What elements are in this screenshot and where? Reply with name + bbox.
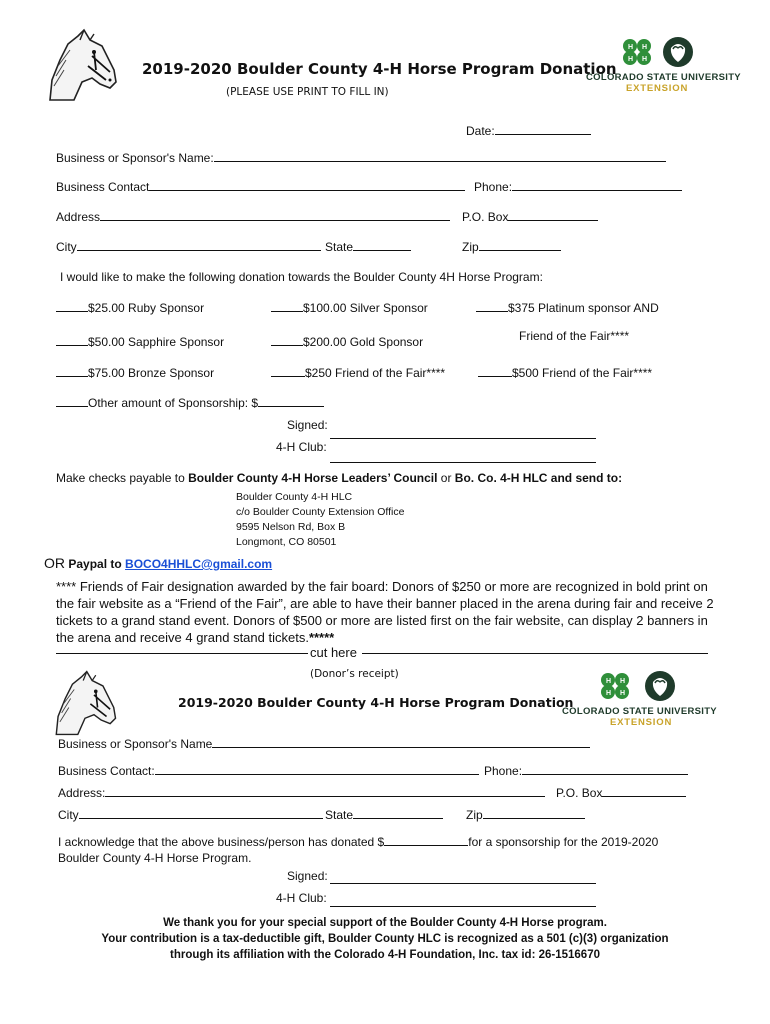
option-silver[interactable]: $100.00 Silver Sponsor	[271, 301, 428, 315]
logo-line1: COLORADO STATE UNIVERSITY	[562, 706, 717, 717]
svg-text:H: H	[628, 44, 634, 51]
receipt-sponsor-name-field[interactable]	[58, 737, 590, 751]
logo-line2: EXTENSION	[626, 83, 689, 94]
logo-line2: EXTENSION	[610, 717, 673, 728]
paypal-email-link[interactable]: BOCO4HHLC@gmail.com	[125, 557, 273, 571]
option-friend-500[interactable]: $500 Friend of the Fair****	[478, 366, 652, 380]
friends-of-fair-note: **** Friends of Fair designation awarded by the fair board: Donors of $250 or more are recognized in bold print on the fair website as a “Friend of the Fair”, are able to have their banner placed in the arena during fair and receive 2 tickets to a grand stand event. Donors of $500 or more are listed first on the fair website, can display 2 banners in the arena and receive 4 grand stand tickets.*****	[56, 579, 714, 645]
csu-ram-icon	[662, 36, 694, 68]
city-label: City	[56, 240, 77, 254]
address-field[interactable]	[56, 210, 450, 224]
thank-you-line2: Your contribution is a tax-deductible gift, Boulder County HLC is recognized as a 501 (c)(3) organization	[101, 933, 669, 945]
date-label: Date:	[466, 124, 495, 138]
receipt-phone-field[interactable]: Phone:	[484, 764, 688, 778]
receipt-acknowledgement[interactable]: I acknowledge that the above business/person has donated $ for a sponsorship for the 2019-2020	[58, 835, 659, 849]
receipt-label: (Donor’s receipt)	[310, 668, 399, 680]
option-ruby[interactable]: $25.00 Ruby Sponsor	[56, 301, 204, 315]
donation-intro: I would like to make the following donation towards the Boulder County 4H Horse Program:	[60, 270, 543, 284]
signed-label: Signed:	[287, 418, 328, 432]
date-field[interactable]	[466, 124, 591, 138]
receipt-city-field[interactable]: City	[58, 808, 323, 822]
option-platinum-line2: Friend of the Fair****	[519, 329, 630, 343]
cut-line-left	[56, 653, 308, 654]
svg-text:H: H	[642, 44, 648, 51]
receipt-signed-line[interactable]	[330, 883, 596, 884]
csu-extension-logo	[586, 36, 741, 96]
cut-line-right	[362, 653, 708, 654]
receipt-acknowledgement-line2: Boulder County 4-H Horse Program.	[58, 851, 252, 865]
svg-text:H: H	[642, 56, 648, 63]
receipt-address-field[interactable]: Address:	[58, 786, 545, 800]
svg-text:H: H	[628, 56, 634, 63]
club-line[interactable]	[330, 462, 596, 463]
thank-you-line1: We thank you for your special support of the Boulder County 4-H Horse program.	[163, 917, 607, 929]
sponsor-name-label: Business or Sponsor's Name:	[56, 151, 214, 165]
address-label: Address	[56, 210, 101, 224]
receipt-sponsor-name-label: Business or Sponsor's Name	[58, 737, 213, 751]
city-field[interactable]	[56, 240, 321, 254]
receipt-club-line[interactable]	[330, 906, 596, 907]
page-subtitle: (PLEASE USE PRINT TO FILL IN)	[226, 86, 389, 98]
horse-head-icon	[50, 668, 120, 738]
signed-line[interactable]	[330, 438, 596, 439]
phone-label: Phone:	[474, 180, 513, 194]
option-other-amount[interactable]: Other amount of Sponsorship: $	[56, 396, 324, 410]
receipt-po-box-field[interactable]: P.O. Box	[556, 786, 686, 800]
4h-clover-icon	[620, 36, 654, 68]
mailing-address: Boulder County 4-H HLC c/o Boulder County Extension Office 9595 Nelson Rd, Box B Longmont, CO 80501	[236, 491, 405, 548]
receipt-signed-label: Signed:	[287, 869, 328, 883]
svg-text:H: H	[606, 678, 612, 685]
svg-text:H: H	[606, 690, 612, 697]
option-bronze[interactable]: $75.00 Bronze Sponsor	[56, 366, 214, 380]
club-label: 4-H Club:	[276, 440, 327, 454]
receipt-zip-field[interactable]: Zip	[466, 808, 585, 822]
state-label: State	[325, 240, 354, 254]
business-contact-field[interactable]	[56, 180, 465, 194]
po-box-label: P.O. Box	[462, 210, 509, 224]
receipt-title: 2019-2020 Boulder County 4-H Horse Program Donation	[178, 695, 574, 710]
horse-head-icon	[44, 26, 120, 104]
4h-clover-icon	[598, 670, 632, 702]
csu-ram-icon	[644, 670, 676, 702]
sponsor-name-field[interactable]	[56, 151, 666, 165]
paypal-line: OR Paypal to BOCO4HHLC@gmail.com	[44, 555, 273, 571]
option-friend-250[interactable]: $250 Friend of the Fair****	[271, 366, 445, 380]
page-title: 2019-2020 Boulder County 4-H Horse Program Donation	[142, 60, 617, 78]
receipt-state-field[interactable]: State	[325, 808, 443, 822]
receipt-business-contact-field[interactable]: Business Contact:	[58, 764, 479, 778]
option-platinum[interactable]: $375 Platinum sponsor AND	[476, 301, 659, 315]
state-field[interactable]	[325, 240, 411, 254]
svg-text:H: H	[620, 678, 626, 685]
receipt-club-label: 4-H Club:	[276, 891, 327, 905]
logo-line1: COLORADO STATE UNIVERSITY	[586, 72, 741, 83]
zip-label: Zip	[462, 240, 479, 254]
option-sapphire[interactable]: $50.00 Sapphire Sponsor	[56, 335, 224, 349]
business-contact-label: Business Contact	[56, 180, 150, 194]
csu-extension-logo	[562, 670, 717, 730]
option-gold[interactable]: $200.00 Gold Sponsor	[271, 335, 423, 349]
phone-field[interactable]	[474, 180, 682, 194]
checks-payable-text: Make checks payable to Boulder County 4-H Horse Leaders’ Council or Bo. Co. 4-H HLC and send to:	[56, 471, 623, 485]
svg-text:H: H	[620, 690, 626, 697]
zip-field[interactable]	[462, 240, 561, 254]
cut-here-label: cut here	[310, 645, 357, 660]
thank-you-line3: through its affiliation with the Colorado 4-H Foundation, Inc. tax id: 26-1516670	[169, 949, 600, 961]
po-box-field[interactable]	[462, 210, 598, 224]
